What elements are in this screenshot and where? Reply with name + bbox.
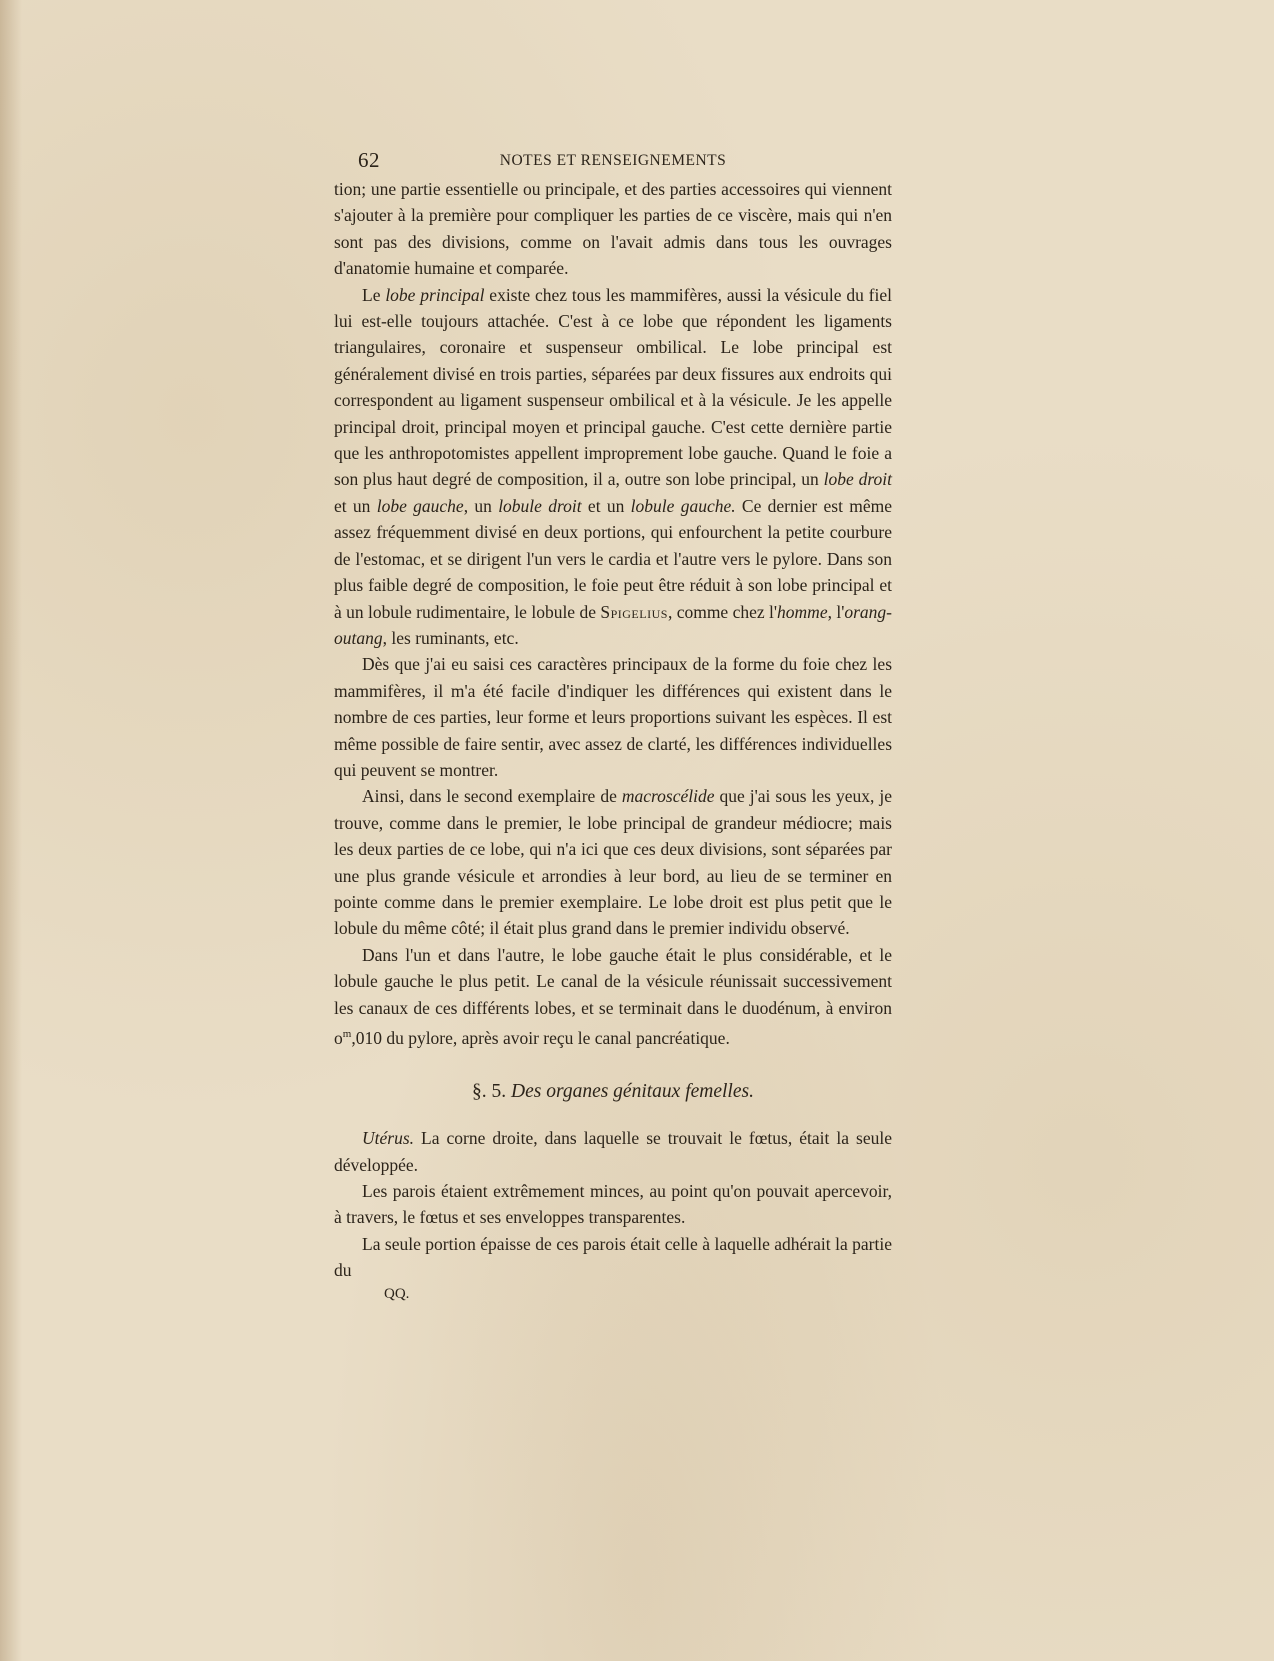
book-page [334,148,893,1304]
paragraph-lobe-gauche: Dans l'un et dans l'autre, le lobe gauche était le plus considérable, et le lobule gauche le plus petit. Le canal de la vésicule réunissait successivement les canaux de ces différents lobes, et se terminait dans le duodénum, à environ $o^m,010$ du pylore, après avoir reçu le canal pancréatique. [334,944,892,1048]
paragraph-lobe-principal: Le lobe principal existe chez tous les mammifères, aussi la vésicule du fiel lui est-elle toujours attachée. C'est à ce lobe que répondent les ligaments triangulaires, coronaire et suspenseur ombilical. Le lobe principal est généralement divisé en trois parties, séparées par deux fissures aux endroits qui correspondent au ligament suspenseur ombilical et à la vésicule. Je les appelle principal droit, principal moyen et principal gauche. C'est cette dernière partie que les anthropotomistes appellent improprement lobe gauche. Quand le foie a son plus haut degré de composition, il a, outre son lobe principal, un lobe droit et un lobe gauche, un lobule droit et un lobule gauche. Ce dernier est même assez fréquemment divisé en deux portions, qui enfourchent la petite courbure de l'estomac, et se dirigent l'un vers le cardia et l'autre vers le pylore. Dans son plus faible degré de composition, le foie peut être réduit à son lobe principal et à un lobule rudimentaire, le lobule de Spigelius, comme chez l'homme, l'orang-outang, les ruminants, etc. [334,284,893,648]
paragraph-parois: Les parois étaient extrêmement minces, au point qu'on pouvait apercevoir, à travers, le fœtus et ses enveloppes transparentes. [334,1181,892,1228]
body-text [334,176,892,1304]
page-number: 62 [358,148,380,172]
paragraph-macroscelide: Ainsi, dans le second exemplaire de macroscélide que j'ai sous les yeux, je trouve, comme dans le premier, le lobe principal de grandeur médiocre; mais les deux parties de ce lobe, qui n'a ici que ces deux divisions, sont séparées par une plus grande vésicule et arrondies à leur bord, au lieu de se terminer en pointe comme dans le premier exemplaire. Le lobe droit est plus petit que le lobule du même côté; il était plus grand dans le premier individu observé. [334,786,892,939]
paragraph-uterus: Utérus. La corne droite, dans laquelle se trouvait le fœtus, était la seule développée. [334,1128,892,1175]
paragraph-caracteres: Dès que j'ai eu saisi ces caractères principaux de la forme du foie chez les mammifères, il m'a été facile d'indiquer les différences qui existent dans le nombre de ces parties, leur forme et leurs proportions suivant les espèces. Il est même possible de faire sentir, avec assez de clarté, les différences individuelles qui peuvent se montrer. [334,654,892,780]
running-head: NOTES ET RENSEIGNEMENTS [499,152,727,169]
paragraph-continuation: tion; une partie essentielle ou principale, et des parties accessoires qui viennent s'ajouter à la première pour compliquer les parties de ce viscère, mais qui n'en sont pas des divisions, comme on l'avait admis dans tous les ouvrages d'anatomie humaine et comparée. [334,179,892,279]
section-heading: §. 5. Des organes génitaux femelles. [472,1081,754,1103]
page-header [334,148,892,176]
signature-mark: QQ. [384,1285,410,1302]
paragraph-portion-epaisse: La seule portion épaisse de ces parois était celle à laquelle adhérait la partie du [334,1233,892,1281]
page-edge-shadow [0,0,22,1661]
